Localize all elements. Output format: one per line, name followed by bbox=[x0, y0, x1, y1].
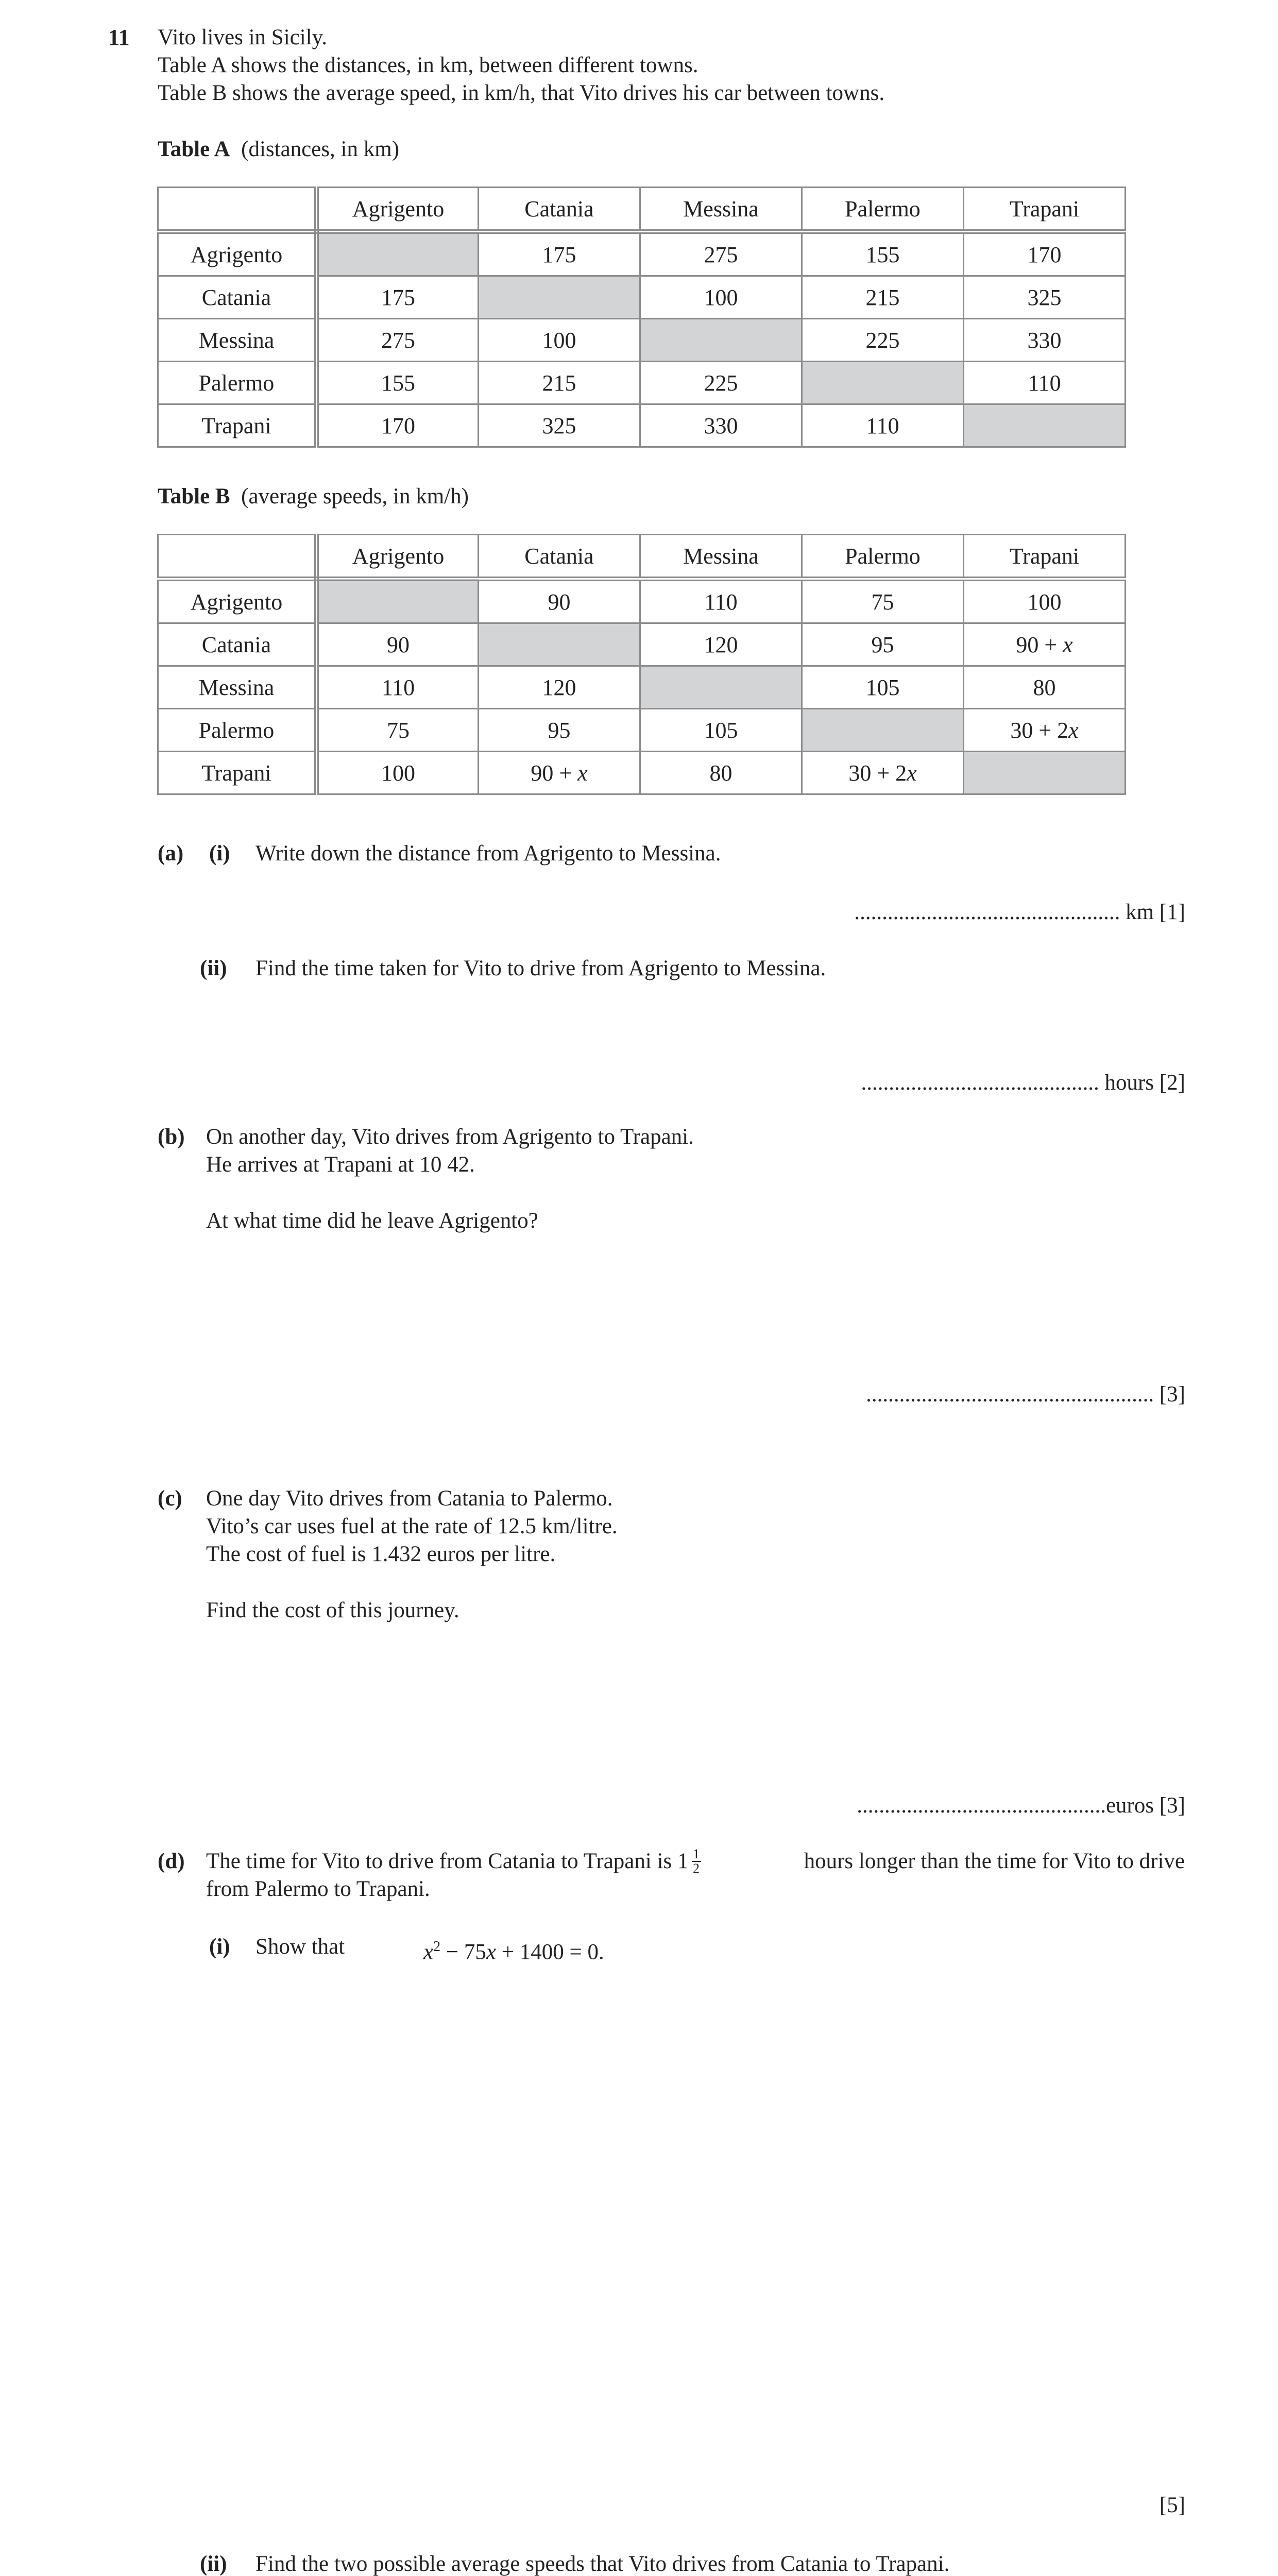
table-b-col-header: Trapani bbox=[964, 535, 1126, 579]
part-a-label: (a) bbox=[158, 841, 184, 866]
table-a-cell: 275 bbox=[317, 319, 479, 362]
table-a-col-header: Trapani bbox=[964, 188, 1126, 232]
table-a-row-header: Palermo bbox=[158, 362, 317, 404]
part-d-text-after: hours longer than the time for Vito to drive bbox=[804, 1849, 1185, 1873]
table-a-cell: 325 bbox=[964, 276, 1126, 319]
table-b-cell: 30 + 2x bbox=[964, 709, 1126, 752]
table-b-cell: 80 bbox=[640, 752, 802, 794]
table-b-col-header: Palermo bbox=[802, 535, 964, 579]
fraction-one-half bbox=[692, 1848, 701, 1875]
table-a-cell: 215 bbox=[479, 362, 640, 404]
equation-term: − 75 bbox=[440, 1940, 486, 1964]
part-d-i-equation bbox=[423, 1933, 604, 1966]
part-d-text-before: The time for Vito to drive from Catania to Trapani is 1 bbox=[206, 1849, 689, 1873]
table-a-cell: 110 bbox=[964, 362, 1126, 404]
table-b-title: Table B bbox=[158, 484, 230, 509]
table-a-cell: 175 bbox=[479, 232, 640, 276]
part-b-line-1: On another day, Vito drives from Agrigento to Trapani. bbox=[206, 1125, 694, 1149]
table-a-row-header: Catania bbox=[158, 276, 317, 319]
equation-x: x bbox=[486, 1940, 496, 1964]
table-row bbox=[158, 276, 1126, 319]
table-a-row-header: Trapani bbox=[158, 404, 317, 447]
table-b-row-header: Trapani bbox=[158, 752, 317, 794]
table-a-cell: 215 bbox=[802, 276, 964, 319]
table-b-cell: 90 bbox=[479, 579, 640, 623]
table-b-row-header: Catania bbox=[158, 623, 317, 666]
equation-exponent: 2 bbox=[433, 1939, 441, 1955]
part-a-ii-answer-line[interactable]: ........................................... hours [2] bbox=[861, 1071, 1185, 1095]
table-b-col-header: Agrigento bbox=[317, 535, 479, 579]
table-b-row-header: Messina bbox=[158, 666, 317, 709]
fraction-denominator: 2 bbox=[693, 1861, 700, 1876]
table-b-cell: 75 bbox=[802, 579, 964, 623]
table-a-cell: 330 bbox=[964, 319, 1126, 362]
table-b-cell: 105 bbox=[640, 709, 802, 752]
part-d-line-2: from Palermo to Trapani. bbox=[206, 1877, 430, 1901]
table-b-row-header: Palermo bbox=[158, 709, 317, 752]
table-a-cell: 100 bbox=[479, 319, 640, 362]
part-d-line-1 bbox=[206, 1848, 1185, 1875]
part-d-ii-question: Find the two possible average speeds that Vito drives from Catania to Trapani. bbox=[255, 2552, 950, 2576]
fraction-numerator: 1 bbox=[693, 1846, 700, 1861]
table-b-cell: 110 bbox=[317, 666, 479, 709]
part-d-label: (d) bbox=[158, 1849, 185, 1873]
question-number: 11 bbox=[108, 25, 130, 50]
table-a-col-header: Agrigento bbox=[317, 188, 479, 232]
part-b-answer-line[interactable]: .................................................... [3] bbox=[866, 1382, 1185, 1406]
table-b-header-row bbox=[158, 535, 1126, 579]
table-a-cell bbox=[640, 319, 802, 362]
table-row bbox=[158, 404, 1126, 447]
table-a-cell: 155 bbox=[802, 232, 964, 276]
table-a-row-header: Agrigento bbox=[158, 232, 317, 276]
table-b-cell: 100 bbox=[317, 752, 479, 794]
part-c-label: (c) bbox=[158, 1486, 182, 1511]
part-b-line-2: He arrives at Trapani at 10 42. bbox=[206, 1153, 475, 1177]
table-a-cell: 110 bbox=[802, 404, 964, 447]
table-b-cell: 90 + x bbox=[964, 623, 1126, 666]
table-b-subtitle: (average speeds, in km/h) bbox=[241, 484, 469, 509]
table-a-cell: 330 bbox=[640, 404, 802, 447]
table-a-col-header: Catania bbox=[479, 188, 640, 232]
table-b-cell bbox=[479, 623, 640, 666]
table-row bbox=[158, 362, 1126, 404]
table-b-cell: 95 bbox=[479, 709, 640, 752]
table-a-col-header: Palermo bbox=[802, 188, 964, 232]
part-d-i-marks: [5] bbox=[1159, 2493, 1185, 2517]
table-a-cell: 225 bbox=[640, 362, 802, 404]
table-a-subtitle: (distances, in km) bbox=[241, 137, 400, 161]
part-c-question: Find the cost of this journey. bbox=[206, 1598, 459, 1622]
table-a-row-header: Messina bbox=[158, 319, 317, 362]
part-a-i-label: (i) bbox=[209, 841, 230, 866]
table-a-corner bbox=[158, 188, 317, 232]
table-b-cell: 120 bbox=[479, 666, 640, 709]
table-row bbox=[158, 623, 1126, 666]
table-a-cell: 170 bbox=[964, 232, 1126, 276]
table-a-cell: 325 bbox=[479, 404, 640, 447]
table-b-cell: 30 + 2x bbox=[802, 752, 964, 794]
table-b-cell: 100 bbox=[964, 579, 1126, 623]
table-b-cell bbox=[802, 709, 964, 752]
table-b-cell: 105 bbox=[802, 666, 964, 709]
table-b-col-header: Catania bbox=[479, 535, 640, 579]
intro-line-1: Vito lives in Sicily. bbox=[158, 25, 328, 49]
table-a-cell: 225 bbox=[802, 319, 964, 362]
part-d-i-question: Show that bbox=[255, 1935, 345, 1959]
part-a-ii-question: Find the time taken for Vito to drive from Agrigento to Messina. bbox=[255, 956, 826, 980]
table-a-col-header: Messina bbox=[640, 188, 802, 232]
table-a-cell bbox=[317, 232, 479, 276]
table-row bbox=[158, 232, 1126, 276]
part-d-i-label: (i) bbox=[209, 1935, 230, 1959]
table-b bbox=[157, 534, 1126, 795]
table-b-cell bbox=[640, 666, 802, 709]
table-a-caption bbox=[158, 135, 399, 163]
table-a-cell: 275 bbox=[640, 232, 802, 276]
table-b-caption bbox=[158, 483, 469, 511]
equation-rest: + 1400 = 0. bbox=[496, 1940, 604, 1964]
part-a-i-answer-line[interactable]: ................................................ km [1] bbox=[854, 900, 1185, 924]
table-a-cell: 100 bbox=[640, 276, 802, 319]
table-a-cell: 175 bbox=[317, 276, 479, 319]
intro-line-2: Table A shows the distances, in km, between different towns. bbox=[158, 53, 698, 77]
table-row bbox=[158, 709, 1126, 752]
part-a-ii-label: (ii) bbox=[200, 956, 227, 980]
part-c-line-2: Vito’s car uses fuel at the rate of 12.5 km/litre. bbox=[206, 1514, 618, 1538]
part-c-answer-line[interactable]: .............................................euros [3] bbox=[857, 1793, 1185, 1818]
table-b-cell: 90 bbox=[317, 623, 479, 666]
table-b-cell: 95 bbox=[802, 623, 964, 666]
table-b-corner bbox=[158, 535, 317, 579]
table-b-cell bbox=[317, 579, 479, 623]
equation-x: x bbox=[423, 1940, 434, 1964]
part-c-line-1: One day Vito drives from Catania to Palermo. bbox=[206, 1486, 613, 1511]
table-b-cell: 120 bbox=[640, 623, 802, 666]
table-row bbox=[158, 752, 1126, 794]
table-a-cell: 155 bbox=[317, 362, 479, 404]
table-row bbox=[158, 666, 1126, 709]
table-b-cell: 75 bbox=[317, 709, 479, 752]
part-c-line-3: The cost of fuel is 1.432 euros per litre. bbox=[206, 1542, 556, 1566]
table-row bbox=[158, 579, 1126, 623]
table-a-title: Table A bbox=[158, 137, 230, 161]
table-b-col-header: Messina bbox=[640, 535, 802, 579]
part-a-i-question: Write down the distance from Agrigento to Messina. bbox=[255, 841, 721, 866]
table-b-cell: 110 bbox=[640, 579, 802, 623]
table-b-cell: 90 + x bbox=[479, 752, 640, 794]
table-a-cell bbox=[964, 404, 1126, 447]
table-b-cell bbox=[964, 752, 1126, 794]
table-a-header-row bbox=[158, 188, 1126, 232]
intro-line-3: Table B shows the average speed, in km/h, that Vito drives his car between towns. bbox=[158, 81, 885, 105]
part-d-ii-label: (ii) bbox=[200, 2552, 227, 2576]
table-a-cell bbox=[479, 276, 640, 319]
table-b-cell: 80 bbox=[964, 666, 1126, 709]
table-row bbox=[158, 319, 1126, 362]
part-b-label: (b) bbox=[158, 1125, 185, 1149]
part-b-question: At what time did he leave Agrigento? bbox=[206, 1209, 538, 1233]
table-b-row-header: Agrigento bbox=[158, 579, 317, 623]
table-a-cell bbox=[802, 362, 964, 404]
table-a bbox=[157, 187, 1126, 448]
table-a-cell: 170 bbox=[317, 404, 479, 447]
